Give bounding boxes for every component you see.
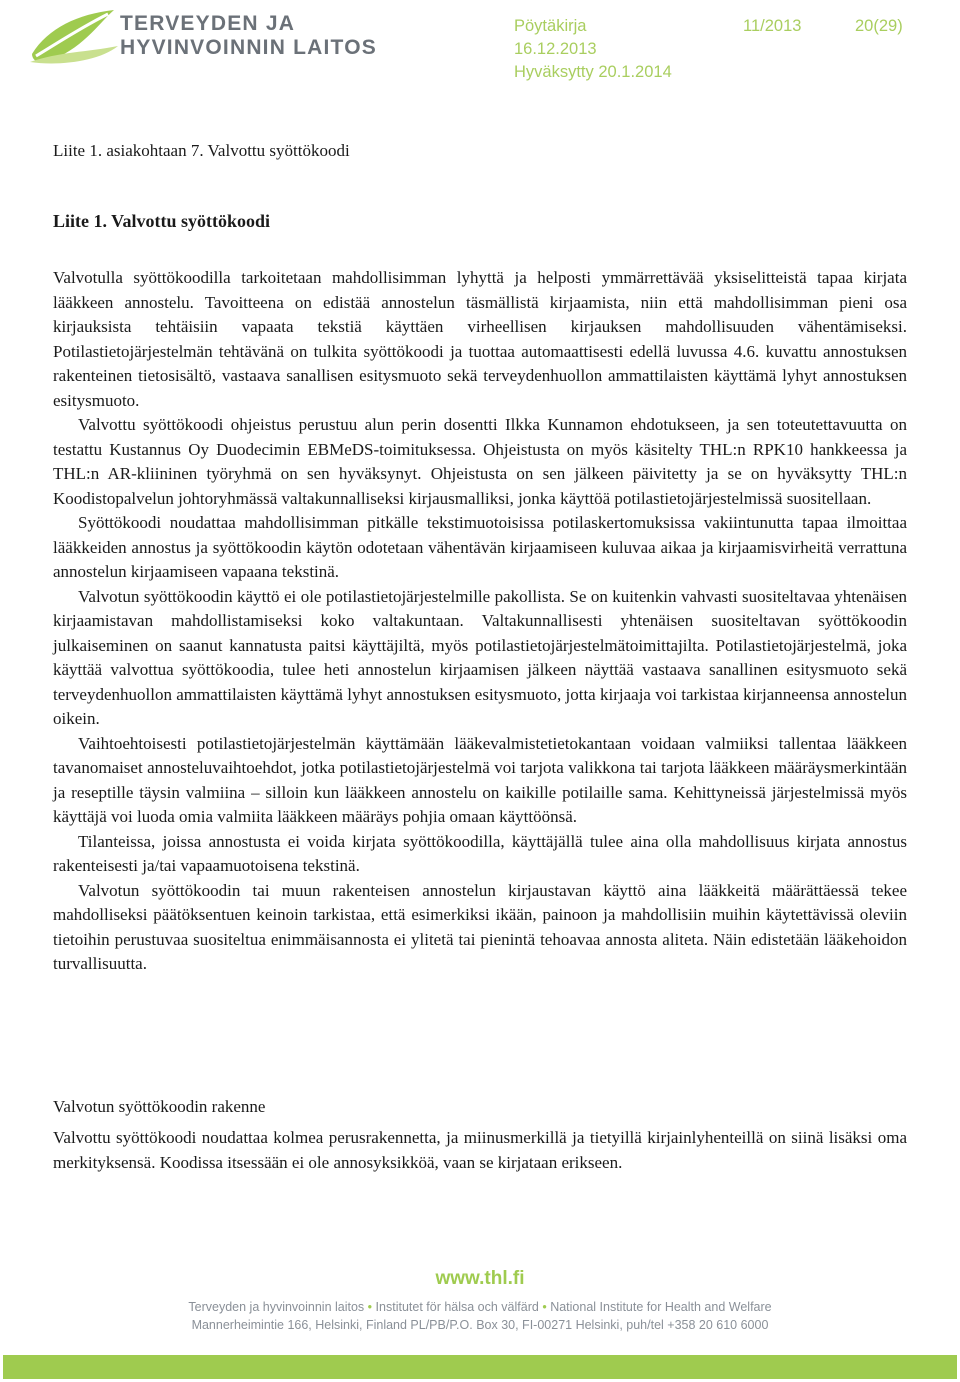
doc-approved: Hyväksytty 20.1.2014 [514, 63, 672, 81]
footer-website[interactable]: www.thl.fi [435, 1268, 525, 1289]
thl-logo [28, 6, 378, 66]
thl-leaf-icon [28, 6, 120, 66]
doc-number: 11/2013 [743, 17, 802, 35]
footer-institution-names [0, 1300, 960, 1314]
paragraph: Valvotun syöttökoodin tai muun rakenteisen annostelun kirjaustavan käyttö aina lääkkeitä määrättäessä tekee mahdolliseksi päätöksentuen keinoin tarkistaa, että esimerkiksi ikään, painoon ja mahdollisiin muihin käytettävissä oleviin tietoihin perustuvaa suositeltua enimmäisannosta ei ylitetä tai pienintä tehoavaa annosta aliteta. Näin edistetään lääkehoidon turvallisuutta. [53, 880, 907, 973]
body-text [53, 266, 907, 977]
logo-line-1: TERVEYDEN JA [120, 12, 296, 35]
section-subheading: Valvotun syöttökoodin rakenne [53, 1097, 266, 1116]
paragraph: Valvotun syöttökoodin käyttö ei ole potilastietojärjestelmille pakollista. Se on kuitenkin vahvasti suositeltavaa yhtenäisen kirjaamistavan mahdollistamiseksi koko valtakuntaan. Valtakunnallisesti yhtenäisen suositeltavan syöttökoodin julkaiseminen on saanut kannatusta paitsi käyttäjiltä, myös potilastietojärjestelmätoimittajilta. Potilastietojärjestelmä, joka käyttää valvottua syöttökoodia, tulee heti annostelun kirjaamisen jälkeen näyttää vastaava sanallinen esitysmuoto sekä terveydenhuollon ammattilaisten käyttämä lyhyt annostuksen esitysmuoto, jotta kirjaaja voi tarkistaa kirjanneensa annostelun oikein. [53, 586, 907, 728]
doc-date: 16.12.2013 [514, 40, 597, 58]
page-number: 20(29) [855, 17, 903, 35]
paragraph: Syöttökoodi noudattaa mahdollisimman pitkälle tekstimuotoisissa potilaskertomuksissa vakiintunutta tapaa ilmoittaa lääkkeiden annostus ja syöttökoodin käytön odotetaan vähentävän kirjaamiseen kuluvaa aikaa ja kirjaamisvirheitä verrattuna annostelun kirjaamiseen vapaana tekstinä. [53, 513, 907, 581]
doc-meta [514, 15, 672, 84]
document-title: Liite 1. Valvottu syöttökoodi [53, 211, 271, 231]
bullet-icon: • [367, 1300, 373, 1314]
institution-name-en: National Institute for Health and Welfare [550, 1300, 772, 1314]
paragraph: Valvotulla syöttökoodilla tarkoitetaan mahdollisimman lyhyttä ja helposti ymmärrettävää yksiselitteistä tapaa kirjata lääkkeen annostelu. Tavoitteena on edistää annostelun täsmällistä kirjaamista, niin että mahdollisimman pieni osa kirjauksista tehtäisiin vapaata tekstiä käyttäen virheellisen kirjauksen mahdollisuuden vähentämiseksi. Potilastietojärjestelmän tehtävänä on tulkita syöttökoodi ja tuottaa automaattisesti edellä luvussa 4.6. kuvattu annostuksen rakenteinen tietosisältö, vastaava sanallisen esitysmuoto sekä terveydenhuollon ammattilaisten käyttämä lyhyt annostuksen esitysmuoto. [53, 268, 907, 410]
logo-line-2: HYVINVOINNIN LAITOS [120, 36, 377, 59]
reference-line: Liite 1. asiakohtaan 7. Valvottu syöttökoodi [53, 141, 350, 160]
logo-text [120, 12, 377, 60]
paragraph: Valvottu syöttökoodi ohjeistus perustuu alun perin dosentti Ilkka Kunnamon ehdotukseen, ja sen toteutettavuutta on testattu Kustannus Oy Duodecimin EBMeDS-toimituksessa. Ohjeistusta on myös käsitelty THL:n RPK10 hankkeessa ja THL:n AR-kliininen työryhmä on sen hyväksynyt. Ohjeistusta on sen jälkeen päivitetty ja se on hyväksytty THL:n Koodistopalvelun johtoryhmässä valtakunnalliseksi kirjausmalliksi, jonka käyttöä potilastietojärjestelmissä suositellaan. [53, 415, 907, 508]
paragraph: Tilanteissa, joissa annostusta ei voida kirjata syöttökoodilla, käyttäjällä tulee aina olla mahdollisuus kirjata annostus rakenteisesti ja/tai vapaamuotoisena tekstinä. [53, 831, 907, 875]
doc-type: Pöytäkirja [514, 17, 587, 35]
section-body [53, 1126, 907, 1175]
institution-name-sv: Institutet för hälsa och välfärd [375, 1300, 539, 1314]
paragraph: Vaihtoehtoisesti potilastietojärjestelmän käyttämään lääkevalmistetietokantaan voidaan valmiiksi tallentaa lääkkeen tavanomaiset annosteluvaihtoehdot, jotka potilastietojärjestelmä voi tarjota valikkona tai tarjota lääkkeen määräysmerkintään ja reseptille täysin valmiina – silloin kun lääkkeen annostelu on kaikille potilaille sama. Kehittyneissä järjestelmissä myös käyttäjä voi luoda omia valmiita lääkkeen määräys pohjia omaan käyttöönsä. [53, 733, 907, 826]
institution-name-fi: Terveyden ja hyvinvoinnin laitos [188, 1300, 365, 1314]
footer-address: Mannerheimintie 166, Helsinki, Finland PL/PB/P.O. Box 30, FI-00271 Helsinki, puh/tel +358 20 610 6000 [191, 1318, 769, 1332]
footer-bar [3, 1355, 957, 1379]
paragraph: Valvottu syöttökoodi noudattaa kolmea perusrakennetta, ja miinusmerkillä ja tietyillä kirjainlyhenteillä on siinä lisäksi oma merkityksensä. Koodissa itsessään ei ole annosyksikköä, vaan se kirjataan erikseen. [53, 1128, 907, 1172]
bullet-icon: • [542, 1300, 547, 1314]
